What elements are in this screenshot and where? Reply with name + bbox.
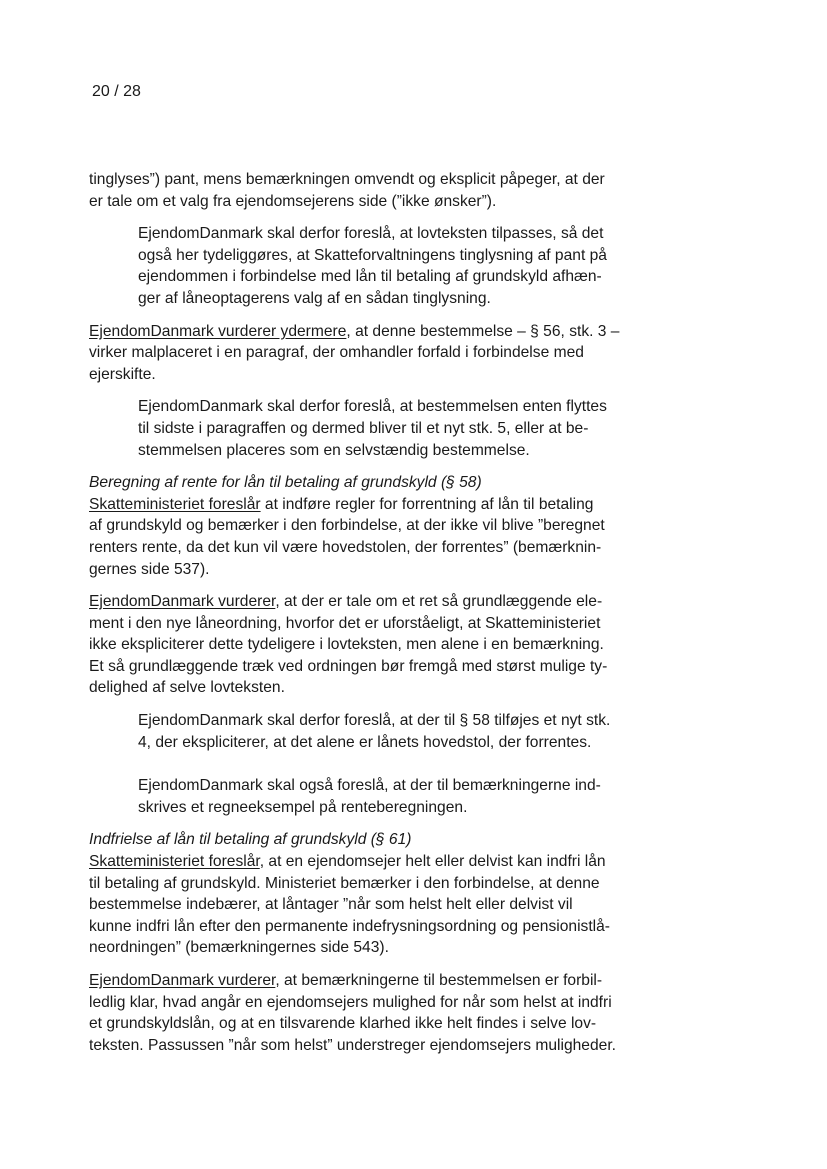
text-line: kunne indfri lån efter den permanente indefrysningsordning og pensionistlå- <box>89 917 610 935</box>
text-line: at indføre regler for forrentning af lån til betaling <box>260 495 594 513</box>
text-line: stemmelsen placeres som en selvstændig bestemmelse. <box>138 441 530 459</box>
text-line: Et så grundlæggende træk ved ordningen bør fremgå med størst mulige ty- <box>89 657 608 675</box>
text-line: , at bemærkningerne til bestemmelsen er forbil- <box>275 972 603 989</box>
underlined-lead: Skatteministeriet foreslår <box>89 853 260 871</box>
paragraph <box>89 851 669 959</box>
text-line: også her tydeliggøres, at Skatteforvaltningens tinglysning af pant på <box>138 246 607 264</box>
text-line: tinglyses”) pant, mens bemærkningen omvendt og eksplicit påpeger, at der <box>89 171 605 188</box>
text-line: et grundskyldslån, og at en tilsvarende klarhed ikke helt findes i selve lov- <box>89 1015 597 1033</box>
page-number: 20 / 28 <box>92 83 141 100</box>
text-line: EjendomDanmark skal derfor foreslå, at bestemmelsen enten flyttes <box>138 398 607 416</box>
paragraph <box>89 970 669 1056</box>
text-line: til sidste i paragraffen og dermed bliver til et nyt stk. 5, eller at be- <box>138 419 589 437</box>
text-line: EjendomDanmark skal derfor foreslå, at der til § 58 tilføjes et nyt stk. <box>138 712 611 730</box>
section-heading: Beregning af rente for lån til betaling af grundskyld (§ 58) <box>89 474 482 492</box>
text-line: ledlig klar, hvad angår en ejendomsejers mulighed for når som helst at indfri <box>89 993 612 1011</box>
text-line: skrives et regneeksempel på renteberegningen. <box>138 798 468 816</box>
text-line: teksten. Passussen ”når som helst” understreger ejendomsejers muligheder. <box>89 1036 616 1054</box>
paragraph <box>89 591 669 699</box>
paragraph <box>89 169 669 212</box>
text-line: til betaling af grundskyld. Ministeriet bemærker i den forbindelse, at denne <box>89 874 600 892</box>
section-heading: Indfrielse af lån til betaling af grundskyld (§ 61) <box>89 831 412 849</box>
document-body <box>89 169 669 1067</box>
text-line: , at denne bestemmelse – § 56, stk. 3 – <box>346 322 620 340</box>
text-line: , at en ejendomsejer helt eller delvist kan indfri lån <box>259 853 606 871</box>
paragraph <box>89 494 669 580</box>
underlined-lead: EjendomDanmark vurderer <box>89 593 276 611</box>
text-line: 4, der ekspliciterer, at det alene er lånets hovedstol, der forrentes. <box>138 733 592 751</box>
indented-proposal <box>138 223 661 309</box>
text-line: ejendommen i forbindelse med lån til betaling af grundskyld afhæn- <box>138 268 602 286</box>
text-line: gernes side 537). <box>89 560 210 578</box>
text-line: EjendomDanmark skal også foreslå, at der til bemærkningerne ind- <box>138 777 601 795</box>
underlined-lead: EjendomDanmark vurderer ydermere <box>89 322 347 340</box>
text-line: EjendomDanmark skal derfor foreslå, at lovteksten tilpasses, så det <box>138 225 604 243</box>
paragraph <box>89 321 669 386</box>
underlined-lead: EjendomDanmark vurderer <box>89 972 276 989</box>
text-line: ikke ekspliciterer dette tydeligere i lovteksten, men alene i en bemærkning. <box>89 636 604 654</box>
text-line: ger af låneoptagerens valg af en sådan tinglysning. <box>138 289 491 307</box>
text-line: renters rente, da det kun vil være hovedstolen, der forrentes” (bemærknin- <box>89 538 602 556</box>
text-line: bestemmelse indebærer, at låntager ”når som helst helt eller delvist vil <box>89 896 573 914</box>
indented-proposal <box>138 710 661 753</box>
text-line: neordningen” (bemærkningernes side 543). <box>89 939 389 957</box>
text-line: , at der er tale om et ret så grundlæggende ele- <box>275 593 603 611</box>
text-line: virker malplaceret i en paragraf, der omhandler forfald i forbindelse med <box>89 344 584 362</box>
text-line: ejerskifte. <box>89 365 156 383</box>
text-line: er tale om et valg fra ejendomsejerens side (”ikke ønsker”). <box>89 192 497 210</box>
text-line: ment i den nye låneordning, hvorfor det er uforståeligt, at Skatteministeriet <box>89 614 601 632</box>
indented-proposal <box>138 396 661 461</box>
underlined-lead: Skatteministeriet foreslår <box>89 495 261 513</box>
text-line: af grundskyld og bemærker i den forbindelse, at der ikke vil blive ”beregnet <box>89 517 605 535</box>
text-line: delighed af selve lovteksten. <box>89 679 285 697</box>
indented-proposal <box>138 775 661 818</box>
